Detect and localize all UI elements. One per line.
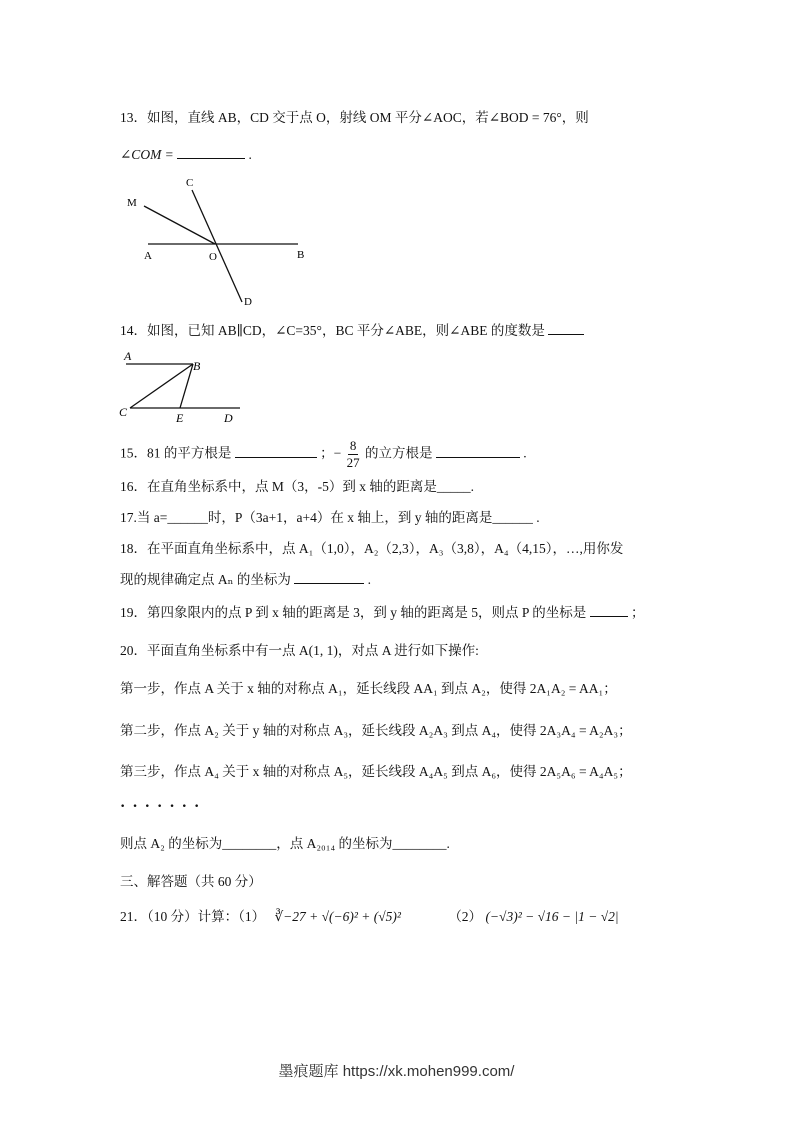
q14-answer-blank[interactable] xyxy=(548,320,584,335)
section3-title: 三、解答题（共 60 分） xyxy=(120,874,262,889)
line-be xyxy=(180,364,193,408)
q15-blank-1[interactable] xyxy=(235,443,317,458)
q19-prefix: 19．第四象限内的点 P 到 x 轴的距离是 3，到 y 轴的距离是 5，则点 P 的坐标是 xyxy=(120,605,587,620)
q18-line2 xyxy=(120,569,371,590)
q18-prefix: 现的规律确定点 Aₙ 的坐标为 xyxy=(120,572,291,587)
q15-fraction xyxy=(347,438,360,471)
q21-part2-label: （2） xyxy=(448,909,483,924)
label-d: D xyxy=(244,296,252,308)
q20-intro: 20．平面直角坐标系中有一点 A(1, 1)，对点 A 进行如下操作: xyxy=(120,643,479,658)
q18-suffix: . xyxy=(367,572,371,587)
q20-step3: 第三步，作点 A₄ 关于 x 轴的对称点 A₅，延长线段 A₄A₅ 到点 A₆，使得 2A₅A₆ = A₄A₅； xyxy=(120,764,632,779)
q15-end: . xyxy=(523,445,527,461)
label-a: A xyxy=(124,349,132,363)
line-cd xyxy=(192,190,242,302)
q15-prefix: 15．81 的平方根是 xyxy=(120,445,232,461)
q21-expr1: ∛−27 + √(−6)² + (√5)² xyxy=(274,909,401,924)
q13-line2 xyxy=(120,144,252,165)
q19-line xyxy=(120,602,645,623)
q20-result: 则点 A₂ 的坐标为________，点 A₂₀₁₄ 的坐标为________. xyxy=(120,836,450,851)
q16-line: 16．在直角坐标系中，点 M（3，-5）到 x 轴的距离是_____. xyxy=(120,479,474,494)
q21-expr2: (−√3)² − √16 − |1 − √2| xyxy=(485,909,619,924)
label-d: D xyxy=(224,411,233,425)
q14-line xyxy=(120,320,584,341)
q15-numerator: 8 xyxy=(349,438,357,453)
q21-prefix: 21．（10 分）计算：（1） xyxy=(120,909,266,924)
label-b: B xyxy=(297,249,305,261)
label-a: A xyxy=(144,250,152,262)
line-bc xyxy=(130,364,193,408)
q14-text: 14．如图，已知 AB∥CD，∠C=35°，BC 平分∠ABE，则∠ABE 的度数是 xyxy=(120,323,545,338)
q13-angle-label: ∠COM = xyxy=(120,147,174,162)
q19-answer-blank[interactable] xyxy=(590,602,628,617)
q13-period: . xyxy=(248,147,252,162)
q19-suffix: ； xyxy=(631,605,645,620)
q14-figure xyxy=(118,346,248,426)
label-b: B xyxy=(193,359,201,373)
ray-om xyxy=(144,206,215,244)
q17-line: 17.当 a=______时，P（3a+1，a+4）在 x 轴上，到 y 轴的距离是______ . xyxy=(120,510,540,525)
q13-line1: 13．如图，直线 AB，CD 交于点 O，射线 OM 平分∠AOC，若∠BOD = 76°，则 xyxy=(120,110,589,125)
q18-answer-blank[interactable] xyxy=(294,569,364,584)
footer-watermark: 墨痕题库 https://xk.mohen999.com/ xyxy=(278,1063,515,1080)
q13-answer-blank[interactable] xyxy=(177,144,245,159)
label-e: E xyxy=(176,411,184,425)
q20-ellipsis: ······· xyxy=(120,798,207,815)
label-o: O xyxy=(209,251,217,263)
q20-step2: 第二步，作点 A₂ 关于 y 轴的对称点 A₃，延长线段 A₂A₃ 到点 A₄，使得 2A₃A₄ = A₂A₃； xyxy=(120,723,632,738)
label-c: C xyxy=(186,177,194,189)
q15-suffix: 的立方根是 xyxy=(365,445,433,461)
q13-figure xyxy=(120,172,320,312)
label-m: M xyxy=(127,197,137,209)
q15-line xyxy=(120,438,527,471)
label-c: C xyxy=(119,405,128,419)
q15-denominator: 27 xyxy=(346,455,360,470)
q18-line1: 18．在平面直角坐标系中，点 A₁（1,0），A₂（2,3），A₃（3,8），A₄（4,15），…,用你发 xyxy=(120,541,624,556)
q20-step1: 第一步，作点 A 关于 x 轴的对称点 A₁，延长线段 AA₁ 到点 A₂，使得 2A₁A₂ = AA₁； xyxy=(120,681,617,696)
q15-mid: ；− xyxy=(320,445,342,461)
q15-blank-2[interactable] xyxy=(436,443,520,458)
q21-line xyxy=(120,907,619,927)
